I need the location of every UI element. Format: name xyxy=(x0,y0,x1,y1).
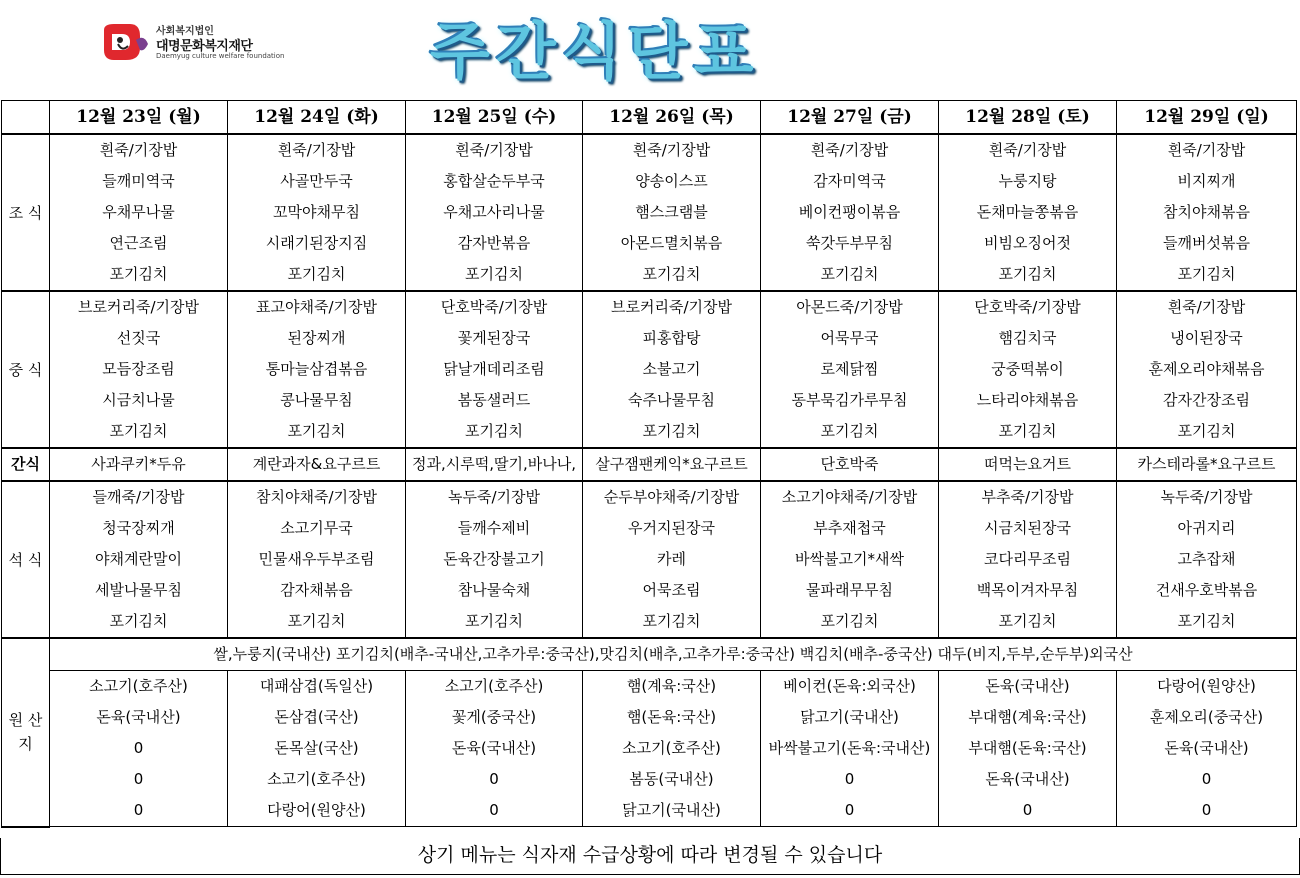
page-title: 주간식단표 xyxy=(430,15,760,88)
breakfast-item: 우채고사리나물 xyxy=(406,197,583,228)
day-header: 12월 28일 (토) xyxy=(939,101,1117,135)
dinner-item: 녹두죽/기장밥 xyxy=(1117,481,1297,513)
lunch-item: 모듬장조림 xyxy=(50,354,228,385)
breakfast-item: 돈채마늘쫑볶음 xyxy=(939,197,1117,228)
dinner-item: 물파래무무침 xyxy=(761,575,939,606)
breakfast-item: 감자미역국 xyxy=(761,166,939,197)
dinner-item: 포기김치 xyxy=(583,606,761,638)
origin-row xyxy=(2,764,1297,795)
lunch-item: 닭날개데리조림 xyxy=(406,354,583,385)
lunch-item: 콩나물무침 xyxy=(228,385,406,416)
origin-item: 돈목살(국산) xyxy=(228,733,406,764)
breakfast-item: 흰죽/기장밥 xyxy=(228,134,406,166)
dinner-item: 포기김치 xyxy=(939,606,1117,638)
dinner-item: 백목이겨자무침 xyxy=(939,575,1117,606)
breakfast-item: 흰죽/기장밥 xyxy=(406,134,583,166)
origin-item: 0 xyxy=(761,764,939,795)
lunch-item: 통마늘삼겹볶음 xyxy=(228,354,406,385)
origin-item: 훈제오리(중국산) xyxy=(1117,702,1297,733)
lunch-item: 브로커리죽/기장밥 xyxy=(50,291,228,323)
origin-row xyxy=(2,795,1297,827)
origin-label: 원 산 지 xyxy=(2,638,50,827)
weekly-menu-table xyxy=(1,100,1297,828)
lunch-item: 포기김치 xyxy=(50,416,228,448)
dinner-item: 소고기야채죽/기장밥 xyxy=(761,481,939,513)
lunch-item: 봄동샐러드 xyxy=(406,385,583,416)
lunch-item: 브로커리죽/기장밥 xyxy=(583,291,761,323)
lunch-row xyxy=(2,323,1297,354)
origin-item: 0 xyxy=(50,733,228,764)
day-header: 12월 23일 (월) xyxy=(50,101,228,135)
day-header-row xyxy=(2,101,1297,135)
lunch-item: 포기김치 xyxy=(406,416,583,448)
snack-item: 정과,시루떡,딸기,바나나, xyxy=(406,448,583,481)
lunch-item: 흰죽/기장밥 xyxy=(1117,291,1297,323)
breakfast-item: 포기김치 xyxy=(939,259,1117,291)
dinner-item: 코다리무조림 xyxy=(939,544,1117,575)
corner-cell xyxy=(2,101,50,135)
dinner-item: 부추재첩국 xyxy=(761,513,939,544)
lunch-item: 된장찌개 xyxy=(228,323,406,354)
breakfast-item: 들깨버섯볶음 xyxy=(1117,228,1297,259)
breakfast-label: 조 식 xyxy=(2,134,50,291)
dinner-item: 포기김치 xyxy=(761,606,939,638)
breakfast-item: 흰죽/기장밥 xyxy=(761,134,939,166)
lunch-item: 감자간장조림 xyxy=(1117,385,1297,416)
dinner-item: 감자채볶음 xyxy=(228,575,406,606)
origin-item: 대패삼겹(독일산) xyxy=(228,671,406,703)
origin-item: 소고기(호주산) xyxy=(583,733,761,764)
lunch-item: 느타리야채볶음 xyxy=(939,385,1117,416)
dinner-item: 들깨수제비 xyxy=(406,513,583,544)
snack-item: 단호박죽 xyxy=(761,448,939,481)
origin-row xyxy=(2,733,1297,764)
dinner-item: 포기김치 xyxy=(1117,606,1297,638)
day-header: 12월 27일 (금) xyxy=(761,101,939,135)
dinner-item: 돈육간장불고기 xyxy=(406,544,583,575)
breakfast-item: 양송이스프 xyxy=(583,166,761,197)
breakfast-item: 흰죽/기장밥 xyxy=(50,134,228,166)
breakfast-item: 베이컨팽이볶음 xyxy=(761,197,939,228)
foundation-logo-icon xyxy=(100,22,152,62)
origin-item: 0 xyxy=(406,795,583,827)
dinner-item: 시금치된장국 xyxy=(939,513,1117,544)
dinner-row xyxy=(2,575,1297,606)
lunch-item: 선짓국 xyxy=(50,323,228,354)
lunch-item: 소불고기 xyxy=(583,354,761,385)
origin-item: 0 xyxy=(1117,795,1297,827)
origin-item: 다랑어(원양산) xyxy=(228,795,406,827)
dinner-row xyxy=(2,481,1297,513)
breakfast-item: 참치야채볶음 xyxy=(1117,197,1297,228)
snack-item: 살구잼팬케익*요구르트 xyxy=(583,448,761,481)
origin-item: 소고기(호주산) xyxy=(406,671,583,703)
origin-item: 봄동(국내산) xyxy=(583,764,761,795)
breakfast-item: 비지찌개 xyxy=(1117,166,1297,197)
snack-item: 카스테라롤*요구르트 xyxy=(1117,448,1297,481)
dinner-item: 고추잡채 xyxy=(1117,544,1297,575)
day-header: 12월 25일 (수) xyxy=(406,101,583,135)
lunch-item: 포기김치 xyxy=(228,416,406,448)
dinner-item: 야채계란말이 xyxy=(50,544,228,575)
footer-note: 상기 메뉴는 식자재 수급상황에 따라 변경될 수 있습니다 xyxy=(0,838,1300,875)
breakfast-item: 사골만두국 xyxy=(228,166,406,197)
dinner-item: 들깨죽/기장밥 xyxy=(50,481,228,513)
lunch-item: 포기김치 xyxy=(761,416,939,448)
lunch-row xyxy=(2,291,1297,323)
lunch-row xyxy=(2,416,1297,448)
lunch-item: 포기김치 xyxy=(939,416,1117,448)
origin-item: 돈육(국내산) xyxy=(406,733,583,764)
breakfast-item: 흰죽/기장밥 xyxy=(1117,134,1297,166)
dinner-label: 석 식 xyxy=(2,481,50,638)
origin-item: 돈육(국내산) xyxy=(939,764,1117,795)
breakfast-item: 꼬막야채무침 xyxy=(228,197,406,228)
dinner-item: 포기김치 xyxy=(228,606,406,638)
origin-item: 소고기(호주산) xyxy=(50,671,228,703)
dinner-item: 부추죽/기장밥 xyxy=(939,481,1117,513)
breakfast-row xyxy=(2,166,1297,197)
breakfast-item: 누룽지탕 xyxy=(939,166,1117,197)
day-header: 12월 24일 (화) xyxy=(228,101,406,135)
snack-row xyxy=(2,448,1297,481)
dinner-item: 청국장찌개 xyxy=(50,513,228,544)
snack-item: 계란과자&요구르트 xyxy=(228,448,406,481)
lunch-label: 중 식 xyxy=(2,291,50,448)
lunch-item: 포기김치 xyxy=(583,416,761,448)
origin-item: 부대햄(계육:국산) xyxy=(939,702,1117,733)
org-logo xyxy=(100,20,285,64)
lunch-item: 단호박죽/기장밥 xyxy=(939,291,1117,323)
dinner-item: 카레 xyxy=(583,544,761,575)
snack-item: 사과쿠키*두유 xyxy=(50,448,228,481)
lunch-row xyxy=(2,385,1297,416)
breakfast-row xyxy=(2,259,1297,291)
lunch-item: 냉이된장국 xyxy=(1117,323,1297,354)
breakfast-item: 들깨미역국 xyxy=(50,166,228,197)
breakfast-item: 아몬드멸치볶음 xyxy=(583,228,761,259)
origin-item: 0 xyxy=(50,795,228,827)
breakfast-item: 포기김치 xyxy=(761,259,939,291)
breakfast-item: 우채무나물 xyxy=(50,197,228,228)
lunch-row xyxy=(2,354,1297,385)
origin-item: 햄(계육:국산) xyxy=(583,671,761,703)
origin-summary: 쌀,누룽지(국내산) 포기김치(배추-국내산,고추가루:중국산),맛김치(배추,고추가루:중국산) 백김치(배추-중국산) 대두(비지,두부,순두부)외국산 xyxy=(50,638,1297,671)
org-type: 사회복지법인 xyxy=(156,26,214,37)
dinner-item: 참나물숙채 xyxy=(406,575,583,606)
origin-item: 바싹불고기(돈육:국내산) xyxy=(761,733,939,764)
day-header: 12월 26일 (목) xyxy=(583,101,761,135)
lunch-item: 피홍합탕 xyxy=(583,323,761,354)
dinner-item: 우거지된장국 xyxy=(583,513,761,544)
dinner-item: 포기김치 xyxy=(406,606,583,638)
breakfast-item: 비빔오징어젓 xyxy=(939,228,1117,259)
dinner-item: 건새우호박볶음 xyxy=(1117,575,1297,606)
origin-item: 부대햄(돈육:국산) xyxy=(939,733,1117,764)
lunch-item: 포기김치 xyxy=(1117,416,1297,448)
breakfast-item: 연근조림 xyxy=(50,228,228,259)
lunch-item: 훈제오리야채볶음 xyxy=(1117,354,1297,385)
origin-item: 꽃게(중국산) xyxy=(406,702,583,733)
origin-item: 닭고기(국내산) xyxy=(583,795,761,827)
breakfast-item: 포기김치 xyxy=(583,259,761,291)
origin-item: 0 xyxy=(939,795,1117,827)
breakfast-item: 시래기된장지짐 xyxy=(228,228,406,259)
org-english-name: Daemyug culture welfare foundation xyxy=(156,52,285,60)
origin-item: 돈육(국내산) xyxy=(939,671,1117,703)
dinner-item: 세발나물무침 xyxy=(50,575,228,606)
origin-summary-row xyxy=(2,638,1297,671)
origin-item: 0 xyxy=(406,764,583,795)
origin-item: 베이컨(돈육:외국산) xyxy=(761,671,939,703)
dinner-item: 소고기무국 xyxy=(228,513,406,544)
snack-item: 떠먹는요거트 xyxy=(939,448,1117,481)
dinner-item: 순두부야채죽/기장밥 xyxy=(583,481,761,513)
dinner-item: 민물새우두부조림 xyxy=(228,544,406,575)
dinner-row xyxy=(2,606,1297,638)
breakfast-row xyxy=(2,134,1297,166)
breakfast-item: 감자반볶음 xyxy=(406,228,583,259)
breakfast-item: 홍합살순두부국 xyxy=(406,166,583,197)
breakfast-item: 쑥갓두부무침 xyxy=(761,228,939,259)
lunch-item: 시금치나물 xyxy=(50,385,228,416)
breakfast-item: 햄스크램블 xyxy=(583,197,761,228)
dinner-item: 녹두죽/기장밥 xyxy=(406,481,583,513)
lunch-item: 단호박죽/기장밥 xyxy=(406,291,583,323)
origin-row xyxy=(2,671,1297,703)
lunch-item: 아몬드죽/기장밥 xyxy=(761,291,939,323)
lunch-item: 어묵무국 xyxy=(761,323,939,354)
origin-item: 돈육(국내산) xyxy=(50,702,228,733)
breakfast-item: 포기김치 xyxy=(228,259,406,291)
origin-item: 0 xyxy=(50,764,228,795)
lunch-item: 로제닭찜 xyxy=(761,354,939,385)
lunch-item: 햄김치국 xyxy=(939,323,1117,354)
breakfast-item: 포기김치 xyxy=(1117,259,1297,291)
origin-item: 닭고기(국내산) xyxy=(761,702,939,733)
dinner-item: 아귀지리 xyxy=(1117,513,1297,544)
lunch-item: 표고야채죽/기장밥 xyxy=(228,291,406,323)
origin-item: 돈삼겹(국산) xyxy=(228,702,406,733)
breakfast-item: 흰죽/기장밥 xyxy=(583,134,761,166)
lunch-item: 꽃게된장국 xyxy=(406,323,583,354)
origin-item: 돈육(국내산) xyxy=(1117,733,1297,764)
breakfast-row xyxy=(2,228,1297,259)
dinner-item: 참치야채죽/기장밥 xyxy=(228,481,406,513)
origin-item: 0 xyxy=(1117,764,1297,795)
origin-item: 다랑어(원양산) xyxy=(1117,671,1297,703)
dinner-row xyxy=(2,544,1297,575)
breakfast-row xyxy=(2,197,1297,228)
dinner-row xyxy=(2,513,1297,544)
lunch-item: 궁중떡볶이 xyxy=(939,354,1117,385)
breakfast-item: 포기김치 xyxy=(50,259,228,291)
origin-item: 햄(돈육:국산) xyxy=(583,702,761,733)
breakfast-item: 포기김치 xyxy=(406,259,583,291)
breakfast-item: 흰죽/기장밥 xyxy=(939,134,1117,166)
origin-row xyxy=(2,702,1297,733)
lunch-item: 숙주나물무침 xyxy=(583,385,761,416)
org-name: 대명문화복지재단 xyxy=(156,39,253,54)
day-header: 12월 29일 (일) xyxy=(1117,101,1297,135)
dinner-item: 포기김치 xyxy=(50,606,228,638)
origin-item: 소고기(호주산) xyxy=(228,764,406,795)
snack-label: 간식 xyxy=(2,448,50,481)
origin-item: 0 xyxy=(761,795,939,827)
dinner-item: 어묵조림 xyxy=(583,575,761,606)
lunch-item: 동부묵김가루무침 xyxy=(761,385,939,416)
dinner-item: 바싹불고기*새싹 xyxy=(761,544,939,575)
